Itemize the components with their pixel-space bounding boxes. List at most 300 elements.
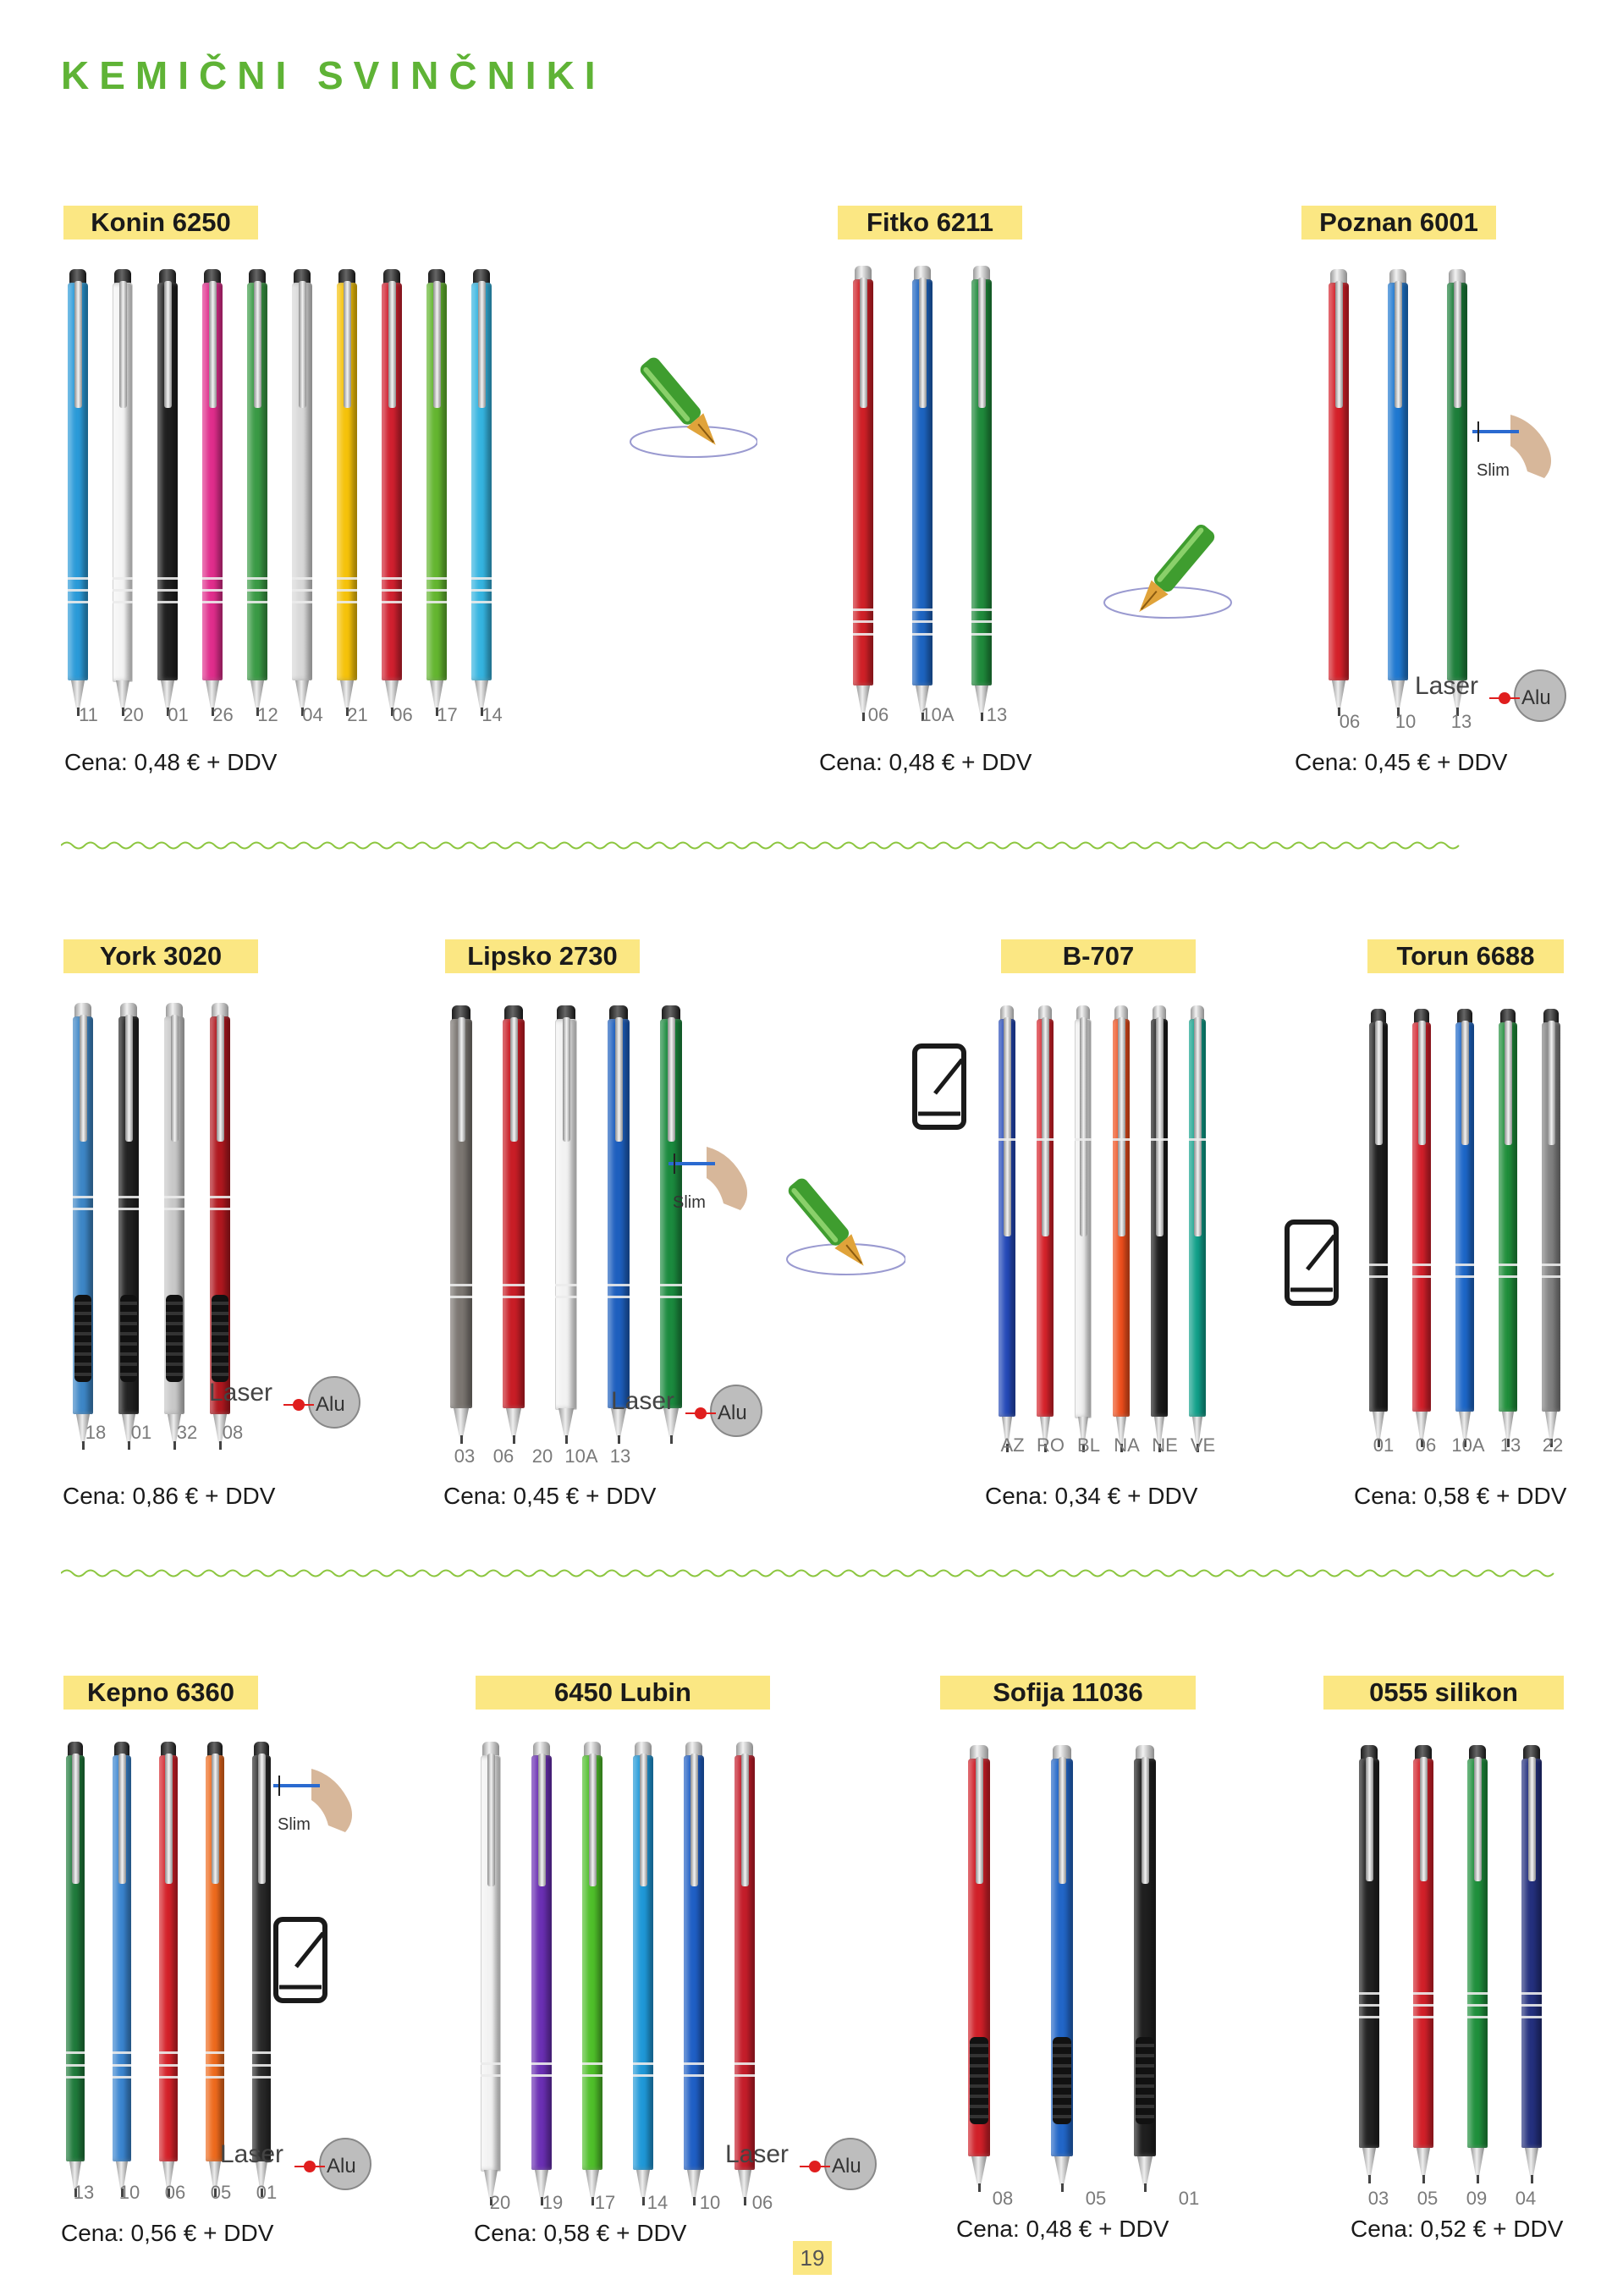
pen-ring <box>292 577 312 580</box>
pen-ring <box>1369 1264 1388 1266</box>
pen <box>1467 1745 1488 2177</box>
pen-clip <box>74 281 82 408</box>
pen-ring <box>157 589 178 592</box>
pen-clip <box>1156 1017 1164 1236</box>
pen <box>968 1745 990 2185</box>
pen-ring <box>73 1208 93 1210</box>
color-code: 10 <box>118 2182 140 2203</box>
color-code: BL <box>1077 1434 1100 1456</box>
pen-ring <box>66 2051 85 2054</box>
pen-point <box>565 1435 568 1444</box>
pen-group <box>66 1742 299 2190</box>
pen-clip <box>860 278 867 408</box>
color-codes <box>956 2188 1235 2210</box>
pen <box>1189 1005 1206 1445</box>
pen-clip <box>212 1754 219 1884</box>
pen-point <box>1477 2175 1479 2183</box>
pen-ring <box>206 2076 224 2079</box>
product-tag: Kepno 6360 <box>63 1676 258 1710</box>
pen-ring <box>1521 2016 1542 2018</box>
color-code: 01 <box>1373 1434 1395 1456</box>
pen <box>684 1742 704 2199</box>
engraving-pen-icon <box>762 1159 905 1295</box>
color-code: 08 <box>222 1422 244 1443</box>
color-code: 06 <box>867 704 889 725</box>
pen <box>1134 1745 1156 2185</box>
product-price: Cena: 0,52 € + DDV <box>1351 2216 1564 2242</box>
slim-icon <box>1468 406 1557 482</box>
alu-label: Alu <box>316 1393 345 1416</box>
pen-ring <box>1499 1275 1517 1278</box>
color-code: NE <box>1152 1434 1178 1456</box>
pen <box>337 269 357 709</box>
pen-clip <box>1118 1017 1125 1236</box>
pen-ring <box>164 1196 184 1198</box>
alu-label: Alu <box>832 2155 861 2178</box>
pen-ring <box>971 608 992 611</box>
pen-tip <box>1332 680 1345 709</box>
pen-grip <box>970 2037 988 2124</box>
pen-ring <box>853 633 873 636</box>
pen <box>912 266 933 714</box>
pen-ring <box>382 601 402 603</box>
product-tag: York 3020 <box>63 939 258 973</box>
pen <box>118 1003 139 1443</box>
pen-ring <box>734 2074 755 2077</box>
pen-ring <box>1542 1264 1560 1266</box>
pen-clip <box>919 278 927 408</box>
pen <box>633 1742 653 2199</box>
pen-clip <box>119 281 127 408</box>
pen-clip <box>1080 1017 1087 1236</box>
color-code: 10A <box>921 704 955 725</box>
pen-clip <box>1059 1757 1066 1884</box>
pen-ring <box>159 2064 178 2067</box>
pen-grip <box>120 1295 137 1382</box>
pen-tip <box>558 1408 574 1437</box>
pen-group <box>1359 1745 1576 2177</box>
product-tag: Sofija 11036 <box>940 1676 1196 1710</box>
pen-ring <box>113 2064 131 2067</box>
pen-ring <box>382 589 402 592</box>
pen-ring <box>531 2062 552 2065</box>
product-price: Cena: 0,48 € + DDV <box>64 749 278 775</box>
pen <box>1075 1005 1092 1445</box>
color-code: 13 <box>73 2182 95 2203</box>
pen-ring <box>582 2074 602 2077</box>
pen-ring <box>450 1284 472 1286</box>
product-price: Cena: 0,45 € + DDV <box>1295 749 1508 775</box>
pen-clip <box>538 1754 546 1886</box>
pen-clip <box>1420 1757 1428 1881</box>
pen-ring <box>1359 2004 1379 2007</box>
pen-tip <box>1525 2148 1538 2177</box>
pen-ring <box>206 2051 224 2054</box>
pen-clip <box>165 1754 173 1884</box>
color-code: 10A <box>1451 1434 1485 1456</box>
pen-clip <box>478 281 486 408</box>
pen-ring <box>157 601 178 603</box>
color-code: 09 <box>1466 2188 1488 2209</box>
pen-clip <box>1528 1757 1536 1881</box>
color-code: 20 <box>531 1445 553 1467</box>
pen-clip <box>217 1015 224 1142</box>
pen-ring <box>68 589 88 592</box>
color-code: 13 <box>609 1445 631 1467</box>
pen-ring <box>660 1284 682 1286</box>
pen-clip <box>690 1754 698 1886</box>
pen <box>971 266 992 714</box>
pen <box>471 269 492 709</box>
pen-grip <box>74 1295 91 1382</box>
color-code: 12 <box>257 704 278 725</box>
pen-ring <box>202 577 223 580</box>
pen-ring <box>684 2062 704 2065</box>
pen-clip <box>1548 1021 1555 1145</box>
color-code: 05 <box>1417 2188 1439 2209</box>
color-code: 32 <box>176 1422 198 1443</box>
pen-ring <box>481 2062 501 2065</box>
laser-label: Laser <box>209 1379 273 1407</box>
pen-group <box>853 266 1031 714</box>
pen-ring <box>1542 1275 1560 1278</box>
color-code: 04 <box>302 704 323 725</box>
pen-ring <box>1113 1138 1130 1141</box>
color-codes <box>1362 1434 1574 1456</box>
pen-ring <box>1369 1275 1388 1278</box>
pen-ring <box>971 620 992 623</box>
color-code: 01 <box>168 704 189 725</box>
pen <box>164 1003 184 1443</box>
pen-ring <box>531 2074 552 2077</box>
pen-tip <box>454 1408 469 1437</box>
touchscreen-stylus-icon <box>910 1041 977 1134</box>
pen-ring <box>555 1284 577 1286</box>
color-code: 21 <box>347 704 368 725</box>
pen-ring <box>1359 2016 1379 2018</box>
color-code: 14 <box>646 2192 668 2213</box>
pen <box>73 1003 93 1443</box>
color-code: 22 <box>1542 1434 1564 1456</box>
pen-ring <box>73 1196 93 1198</box>
pen-point <box>1531 2175 1533 2183</box>
pen-ring <box>1455 1275 1474 1278</box>
color-code: 19 <box>542 2192 564 2213</box>
pen-tip <box>1054 2156 1070 2185</box>
pen-clip <box>1366 1757 1373 1881</box>
pen-point <box>1368 2175 1371 2183</box>
pen <box>660 1005 682 1437</box>
pen-point <box>1422 2175 1425 2183</box>
pen-clip <box>164 281 172 408</box>
color-code: 18 <box>85 1422 107 1443</box>
color-code: 06 <box>1339 711 1361 732</box>
pen-tip <box>1391 680 1405 709</box>
pen-ring <box>202 601 223 603</box>
pen-clip <box>1335 281 1343 408</box>
pen-clip <box>615 1017 623 1142</box>
color-code: 04 <box>1515 2188 1537 2209</box>
color-code: 20 <box>123 704 144 725</box>
pen <box>1359 1745 1379 2177</box>
pen <box>608 1005 630 1437</box>
pen-ring <box>999 1138 1015 1141</box>
pen <box>481 1742 501 2199</box>
pen-group <box>450 1005 712 1437</box>
pen-ring <box>471 601 492 603</box>
engraving-pen-icon <box>613 339 757 474</box>
color-codes <box>993 1434 1222 1456</box>
pen <box>66 1742 85 2190</box>
pen-ring <box>337 577 357 580</box>
pen-ring <box>912 608 933 611</box>
pen-clip <box>487 1754 495 1886</box>
slim-label: Slim <box>1477 461 1510 480</box>
pen-clip <box>1474 1757 1482 1881</box>
pen <box>157 269 178 709</box>
pen-clip <box>171 1015 179 1142</box>
pen-ring <box>210 1196 230 1198</box>
color-code: 13 <box>1499 1434 1521 1456</box>
pen-ring <box>157 577 178 580</box>
pen-clip <box>1418 1021 1426 1145</box>
laser-label: Laser <box>611 1387 675 1415</box>
pen-ring <box>1412 1275 1431 1278</box>
pen-grip <box>166 1295 183 1382</box>
pen-ring <box>1499 1264 1517 1266</box>
pen-ring <box>382 577 402 580</box>
wave-divider <box>61 1567 1576 1579</box>
pen <box>1329 269 1349 709</box>
product-price: Cena: 0,34 € + DDV <box>985 1483 1198 1509</box>
product-price: Cena: 0,58 € + DDV <box>474 2220 687 2246</box>
touchscreen-stylus-icon <box>1282 1217 1350 1310</box>
laser-alu-badge-icon <box>609 1375 770 1443</box>
pen-ring <box>971 633 992 636</box>
pen-ring <box>450 1296 472 1298</box>
pen-clip <box>1004 1017 1011 1236</box>
pen <box>113 1742 131 2190</box>
wave-divider <box>61 840 1576 851</box>
pen-grip <box>1053 2037 1071 2124</box>
pen-ring <box>555 1296 577 1298</box>
pen-clip <box>1375 1021 1383 1145</box>
pen-ring <box>660 1296 682 1298</box>
product-tag: 6450 Lubin <box>476 1676 770 1710</box>
pen-ring <box>66 2076 85 2079</box>
pen-ring <box>113 601 133 603</box>
pen-clip <box>1505 1021 1512 1145</box>
pen-ring <box>1189 1138 1206 1141</box>
color-code: RO <box>1037 1434 1065 1456</box>
pen-ring <box>1467 1992 1488 1995</box>
pen-ring <box>426 577 447 580</box>
pen-ring <box>426 589 447 592</box>
color-code: 01 <box>130 1422 152 1443</box>
pen-ring <box>1151 1138 1168 1141</box>
pen-ring <box>471 589 492 592</box>
pen-clip <box>118 1754 126 1884</box>
pen-ring <box>1521 2004 1542 2007</box>
product-tag: Lipsko 2730 <box>445 939 640 973</box>
pen-ring <box>608 1296 630 1298</box>
product-price: Cena: 0,48 € + DDV <box>819 749 1032 775</box>
pen-clip <box>741 1754 749 1886</box>
pen-grip <box>1136 2037 1154 2124</box>
color-code: 05 <box>1085 2188 1107 2209</box>
pen-clip <box>1142 1757 1149 1884</box>
pen-ring <box>853 620 873 623</box>
color-code: 10A <box>564 1445 598 1467</box>
color-code: 14 <box>481 704 503 725</box>
pen-clip <box>668 1017 675 1142</box>
pen-ring <box>252 2064 271 2067</box>
pen <box>426 269 447 709</box>
color-code: 20 <box>489 2192 511 2213</box>
color-code: NA <box>1114 1434 1140 1456</box>
product-tag: 0555 silikon <box>1323 1676 1564 1710</box>
pen-tip <box>1417 2148 1430 2177</box>
pen-ring <box>247 601 267 603</box>
pen-ring <box>633 2074 653 2077</box>
pen-ring <box>292 601 312 603</box>
color-codes <box>66 704 514 726</box>
pen-ring <box>118 1208 139 1210</box>
pen <box>531 1742 552 2199</box>
pen-ring <box>210 1208 230 1210</box>
pen <box>1499 1009 1517 1440</box>
pen-ring <box>1467 2016 1488 2018</box>
color-code: VE <box>1190 1434 1216 1456</box>
pen-ring <box>113 589 133 592</box>
pen-clip <box>458 1017 465 1142</box>
pen-clip <box>299 281 306 408</box>
color-code: 06 <box>751 2192 773 2213</box>
pen-clip <box>589 1754 597 1886</box>
pen <box>159 1742 178 2190</box>
color-code: 01 <box>1178 2188 1200 2209</box>
pen-clip <box>978 278 986 408</box>
laser-label: Laser <box>220 2140 284 2168</box>
pen-ring <box>68 577 88 580</box>
pen-ring <box>337 589 357 592</box>
pen <box>450 1005 472 1437</box>
pen-ring <box>503 1296 525 1298</box>
pen-ring <box>1413 2004 1433 2007</box>
laser-label: Laser <box>1415 672 1479 700</box>
pen <box>555 1005 577 1437</box>
pen <box>292 269 312 709</box>
color-code: 13 <box>986 704 1008 725</box>
pen <box>68 269 88 709</box>
pen-ring <box>159 2076 178 2079</box>
pen-clip <box>433 281 441 408</box>
color-code: 17 <box>594 2192 616 2213</box>
pen-clip <box>388 281 396 408</box>
pen-group <box>968 1745 1217 2185</box>
pen-group <box>999 1005 1227 1445</box>
alu-label: Alu <box>327 2155 356 2178</box>
pen-clip <box>258 1754 266 1884</box>
color-code: 01 <box>256 2182 278 2203</box>
pen-ring <box>159 2051 178 2054</box>
pen-group <box>1329 269 1506 709</box>
pen-ring <box>1037 1138 1054 1141</box>
pen <box>247 269 267 709</box>
pen-ring <box>164 1208 184 1210</box>
pen <box>853 266 873 714</box>
pen <box>1542 1009 1560 1440</box>
product-price: Cena: 0,48 € + DDV <box>956 2216 1169 2242</box>
pen-ring <box>118 1196 139 1198</box>
color-code: 11 <box>79 704 98 725</box>
touchscreen-stylus-icon <box>271 1914 338 2007</box>
pen <box>206 1742 224 2190</box>
pen-clip <box>640 1754 647 1886</box>
color-code: 06 <box>492 1445 514 1467</box>
pen-ring <box>113 577 133 580</box>
product-tag: Poznan 6001 <box>1301 206 1496 240</box>
laser-label: Laser <box>725 2140 789 2168</box>
pen <box>1369 1009 1388 1440</box>
pen-ring <box>633 2062 653 2065</box>
color-code: 06 <box>392 704 413 725</box>
laser-alu-badge-icon <box>1413 660 1574 728</box>
engraving-pen-icon <box>1100 508 1244 643</box>
pen-clip <box>1042 1017 1049 1236</box>
pen-tip <box>1362 2148 1376 2177</box>
pen-tip <box>1137 2156 1153 2185</box>
pen-ring <box>68 601 88 603</box>
color-codes <box>445 1445 640 1467</box>
page-number: 19 <box>793 2241 832 2275</box>
pen <box>1455 1009 1474 1440</box>
pen <box>113 269 133 709</box>
laser-alu-badge-icon <box>218 2128 379 2196</box>
pen-ring <box>426 601 447 603</box>
pen-clip <box>254 281 261 408</box>
color-code: 08 <box>992 2188 1014 2209</box>
pen-ring <box>252 2076 271 2079</box>
pen-ring <box>734 2062 755 2065</box>
alu-label: Alu <box>1521 686 1551 709</box>
pen <box>1388 269 1408 709</box>
pen <box>1447 269 1467 709</box>
pen <box>252 1742 271 2190</box>
laser-alu-badge-icon <box>207 1367 368 1434</box>
slim-label: Slim <box>278 1815 311 1834</box>
pen-clip <box>344 281 351 408</box>
pen-tip <box>506 1408 521 1437</box>
pen-clip <box>1395 281 1402 408</box>
pen-ring <box>202 589 223 592</box>
pen-group <box>68 269 516 709</box>
pen-ring <box>1467 2004 1488 2007</box>
slim-icon <box>664 1138 753 1214</box>
pen-ring <box>912 633 933 636</box>
pen-clip <box>1194 1017 1202 1236</box>
pen-ring <box>471 577 492 580</box>
color-code: 13 <box>1450 711 1472 732</box>
pen-tip <box>971 2156 987 2185</box>
pen-ring <box>292 589 312 592</box>
slim-label: Slim <box>673 1193 706 1212</box>
color-code: AZ <box>1000 1434 1025 1456</box>
color-code: 10 <box>1395 711 1417 732</box>
color-codes <box>1354 2188 1550 2210</box>
pen-ring <box>853 608 873 611</box>
pen-point <box>513 1435 515 1444</box>
